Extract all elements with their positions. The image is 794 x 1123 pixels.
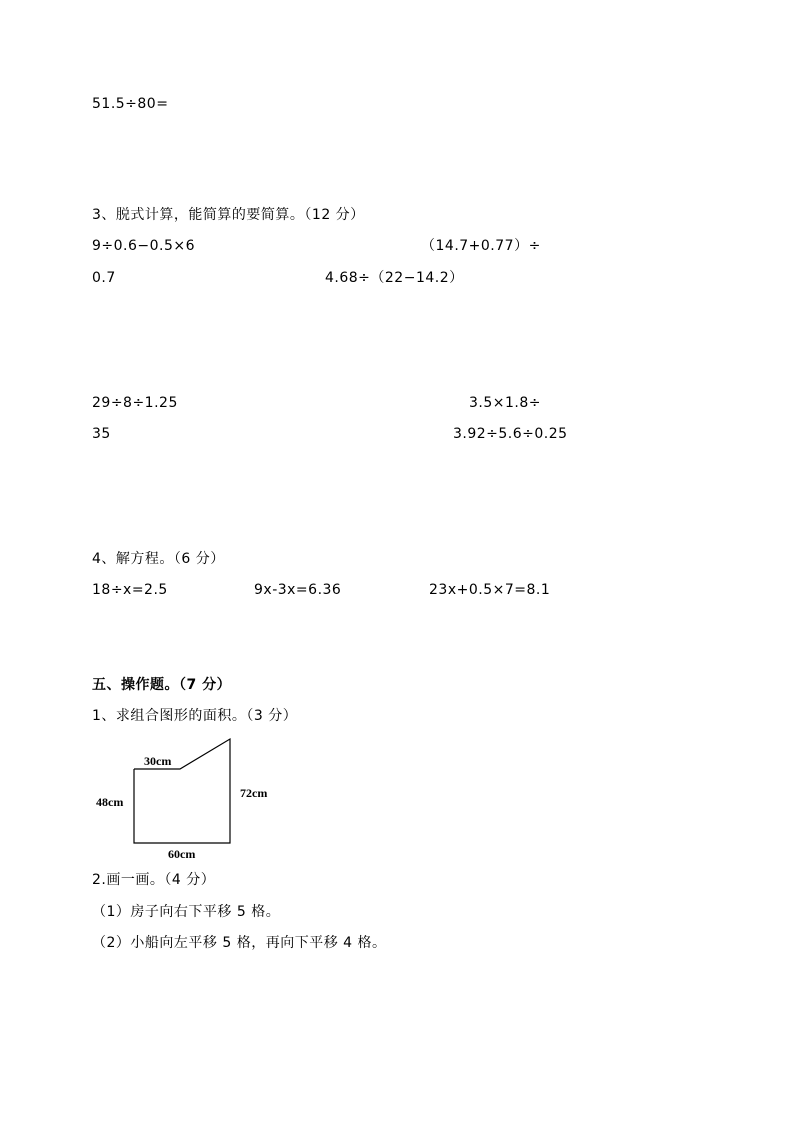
section-5-q1-title: 1、求组合图形的面积。（3 分） xyxy=(92,708,298,724)
q3-expression-6: 3.92÷5.6÷0.25 xyxy=(453,426,568,442)
division-problem: 51.5÷80= xyxy=(92,96,169,112)
q3-expression-5-end: 35 xyxy=(92,426,111,442)
q3-expression-4: 29÷8÷1.25 xyxy=(92,395,178,411)
q3-expression-3: 4.68÷（22−14.2） xyxy=(325,270,464,286)
composite-figure xyxy=(90,735,290,869)
figure-label-left: 48cm xyxy=(96,795,124,809)
q3-expression-2-start: （14.7+0.77）÷ xyxy=(421,238,541,254)
composite-figure-diagram xyxy=(90,735,290,865)
q3-title: 3、脱式计算，能简算的要简算。（12 分） xyxy=(92,207,365,223)
figure-label-top: 30cm xyxy=(144,754,172,768)
section-5-q2-item-2: （2）小船向左平移 5 格，再向下平移 4 格。 xyxy=(92,935,387,951)
figure-label-right: 72cm xyxy=(240,786,268,800)
section-5-title: 五、操作题。（7 分） xyxy=(92,677,232,693)
section-5-q2-item-1: （1）房子向右下平移 5 格。 xyxy=(92,904,281,920)
q4-equation-3: 23x+0.5×7=8.1 xyxy=(429,582,551,598)
section-5-q2-title: 2.画一画。（4 分） xyxy=(92,872,216,888)
q4-title: 4、解方程。（6 分） xyxy=(92,551,225,567)
q3-expression-1: 9÷0.6−0.5×6 xyxy=(92,238,196,254)
q4-equation-2: 9x-3x=6.36 xyxy=(254,582,342,598)
q3-expression-5-start: 3.5×1.8÷ xyxy=(469,395,541,411)
q3-expression-2-end: 0.7 xyxy=(92,270,116,286)
figure-label-bottom: 60cm xyxy=(168,847,196,861)
q4-equation-1: 18÷x=2.5 xyxy=(92,582,168,598)
